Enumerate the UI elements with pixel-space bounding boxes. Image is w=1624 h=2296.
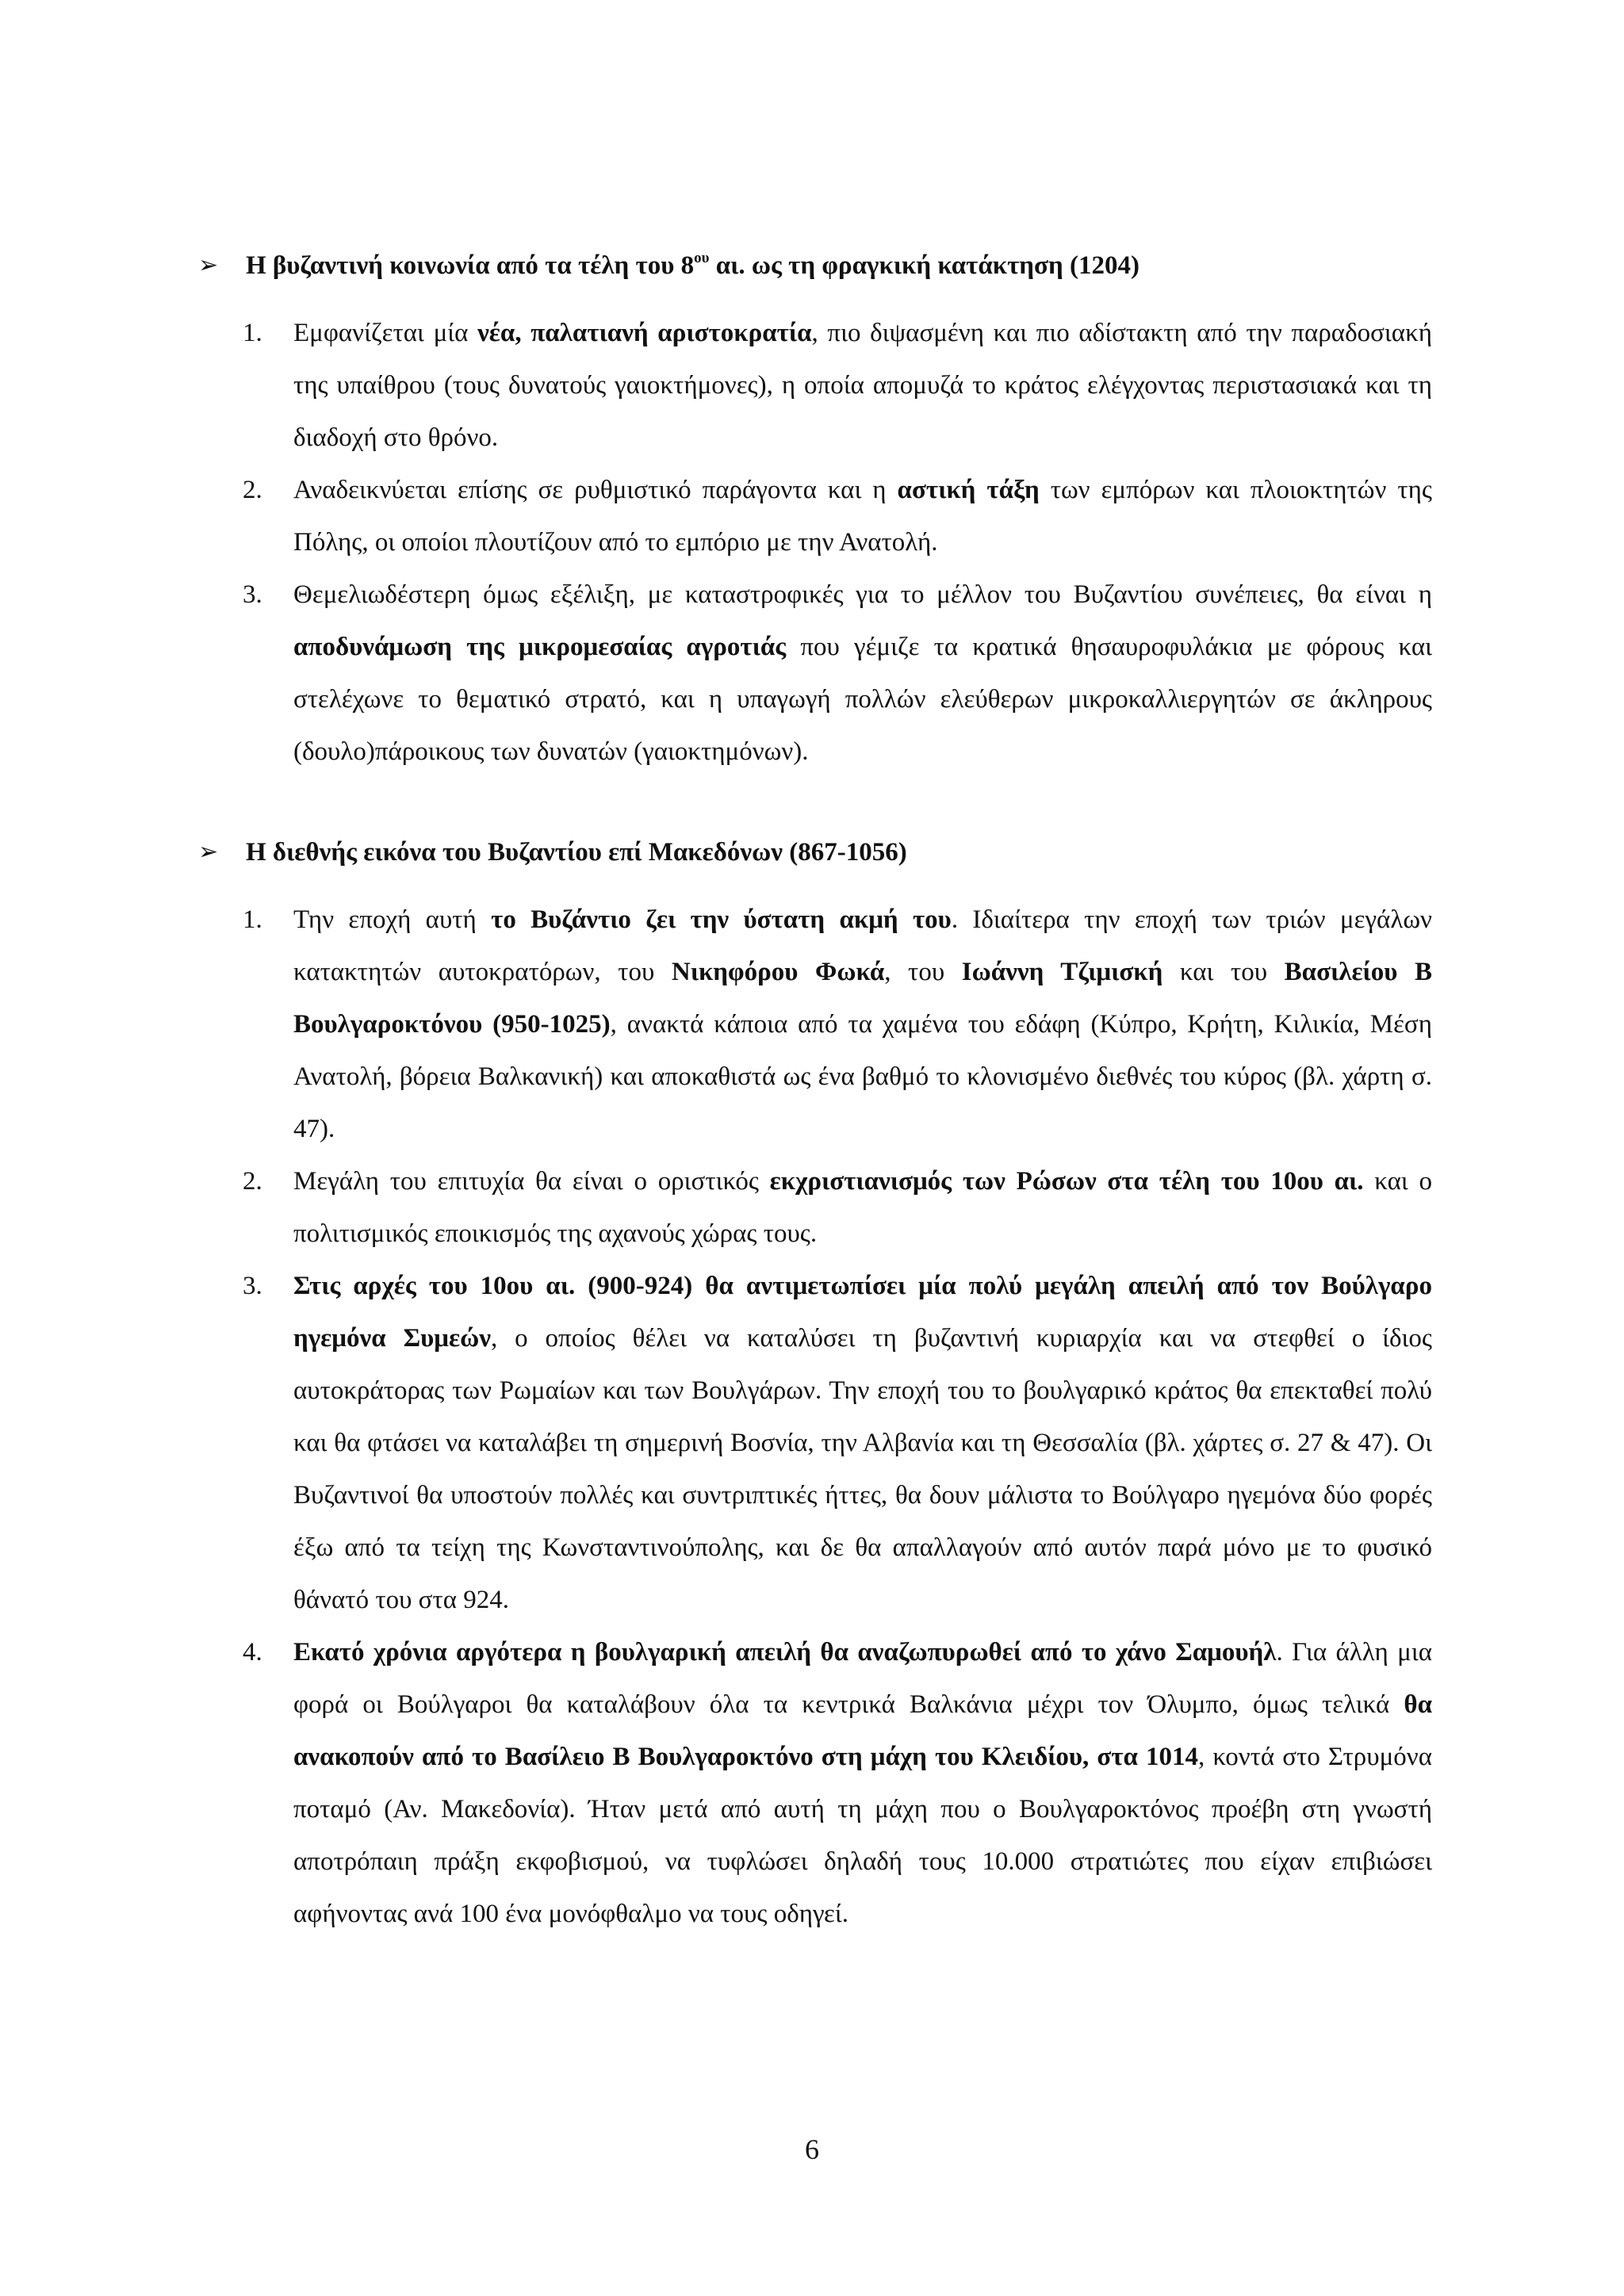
section-heading — [198, 825, 1435, 881]
section-macedonian-dynasty — [198, 825, 1435, 1940]
heading-text: Η διεθνής εικόνα του Βυζαντίου επί Μακεδόνων (867-1056) — [246, 838, 907, 867]
item-number: 2. — [243, 1167, 262, 1196]
item-number: 1. — [243, 319, 262, 347]
heading-superscript: ου — [694, 250, 710, 266]
item-number: 1. — [243, 905, 262, 934]
list-item: 2. Αναδεικνύεται επίσης σε ρυθμιστικό παράγοντα και η αστική τάξη των εμπόρων και πλοιοκτητών της Πόλης, οι οποίοι πλουτίζουν από το εμπόριο με την Ανατολή. — [198, 464, 1435, 568]
numbered-list — [198, 307, 1435, 778]
list-item: 2. Μεγάλη του επιτυχία θα είναι ο οριστικός εκχριστιανισμός των Ρώσων στα τέλη του 10ου αι. και ο πολιτισμικός εποικισμός της αχανούς χώρας τους. — [198, 1155, 1435, 1260]
item-number: 3. — [243, 580, 262, 609]
item-number: 3. — [243, 1272, 262, 1300]
page-number: 6 — [805, 2133, 819, 2165]
list-item: 3. Θεμελιωδέστερη όμως εξέλιξη, με καταστροφικές για το μέλλον του Βυζαντίου συνέπειες, θα είναι η αποδυνάμωση της μικρομεσαίας αγροτιάς που γέμιζε τα κρατικά θησαυροφυλάκια με φόρους και στελέχωνε το θεματικό στρατό, και η υπαγωγή πολλών ελεύθερων μικροκαλλιεργητών σε άκληρους (δουλο)πάροικους των δυνατών (γαιοκτημόνων). — [198, 568, 1435, 778]
section-heading — [198, 238, 1435, 294]
heading-text: Η βυζαντινή κοινωνία από τα τέλη του $8^{o\upsilon}$ αι. ως τη φραγκική κατάκτηση (1204) — [246, 250, 1139, 280]
list-item: 4. Εκατό χρόνια αργότερα η βουλγαρική απειλή θα αναζωπυρωθεί από το χάνο Σαμουήλ. Για άλλη μια φορά οι Βούλγαροι θα καταλάβουν όλα τα κεντρικά Βαλκάνια μέχρι τον Όλυμπο, όμως τελικά θα ανακοπούν από το Βασίλειο Β Βουλγαροκτόνο στη μάχη του Κλειδίου, στα 1014, κοντά στο Στρυμόνα ποταμό (Αν. Μακεδονία). Ήταν μετά από αυτή τη μάχη που ο Βουλγαροκτόνος προέβη στη γνωστή αποτρόπαιη πράξη εκφοβισμού, να τυφλώσει δηλαδή τους 10.000 στρατιώτες που είχαν επιβιώσει αφήνοντας ανά 100 ένα μονόφθαλμο να τους οδηγεί. — [198, 1626, 1435, 1940]
item-number: 4. — [243, 1638, 262, 1667]
section-byzantine-society — [198, 238, 1435, 778]
arrow-bullet-icon: ➢ — [198, 252, 219, 278]
list-item: 1. Εμφανίζεται μία νέα, παλατιανή αριστοκρατία, πιο διψασμένη και πιο αδίστακτη από την παραδοσιακή της υπαίθρου (τους δυνατούς γαιοκτήμονες), η οποία απομυζά το κράτος ελέγχοντας περιστασιακά και τη διαδοχή στο θρόνο. — [198, 307, 1435, 464]
numbered-list — [198, 894, 1435, 1940]
arrow-bullet-icon: ➢ — [198, 839, 219, 865]
list-item: 3. Στις αρχές του 10ου αι. (900-924) θα αντιμετωπίσει μία πολύ μεγάλη απειλή από τον Βούλγαρο ηγεμόνα Συμεών, ο οποίος θέλει να καταλύσει τη βυζαντινή κυριαρχία και να στεφθεί ο ίδιος αυτοκράτορας των Ρωμαίων και των Βουλγάρων. Την εποχή του το βουλγαρικό κράτος θα επεκταθεί πολύ και θα φτάσει να καταλάβει τη σημερινή Βοσνία, την Αλβανία και τη Θεσσαλία (βλ. χάρτες σ. 27 & 47). Οι Βυζαντινοί θα υποστούν πολλές και συντριπτικές ήττες, θα δουν μάλιστα το Βούλγαρο ηγεμόνα δύο φορές έξω από τα τείχη της Κωνσταντινούπολης, και δε θα απαλλαγούν από αυτόν παρά μόνο με το φυσικό θάνατό του στα 924. — [198, 1260, 1435, 1626]
list-item: 1. Την εποχή αυτή το Βυζάντιο ζει την ύστατη ακμή του. Ιδιαίτερα την εποχή των τριών μεγάλων κατακτητών αυτοκρατόρων, του Νικηφόρου Φωκά, του Ιωάννη Τζιμισκή και του Βασιλείου Β Βουλγαροκτόνου (950-1025), ανακτά κάποια από τα χαμένα του εδάφη (Κύπρο, Κρήτη, Κιλικία, Μέση Ανατολή, βόρεια Βαλκανική) και αποκαθιστά ως ένα βαθμό το κλονισμένο διεθνές του κύρος (βλ. χάρτη σ. 47). — [198, 894, 1435, 1155]
item-number: 2. — [243, 476, 262, 504]
